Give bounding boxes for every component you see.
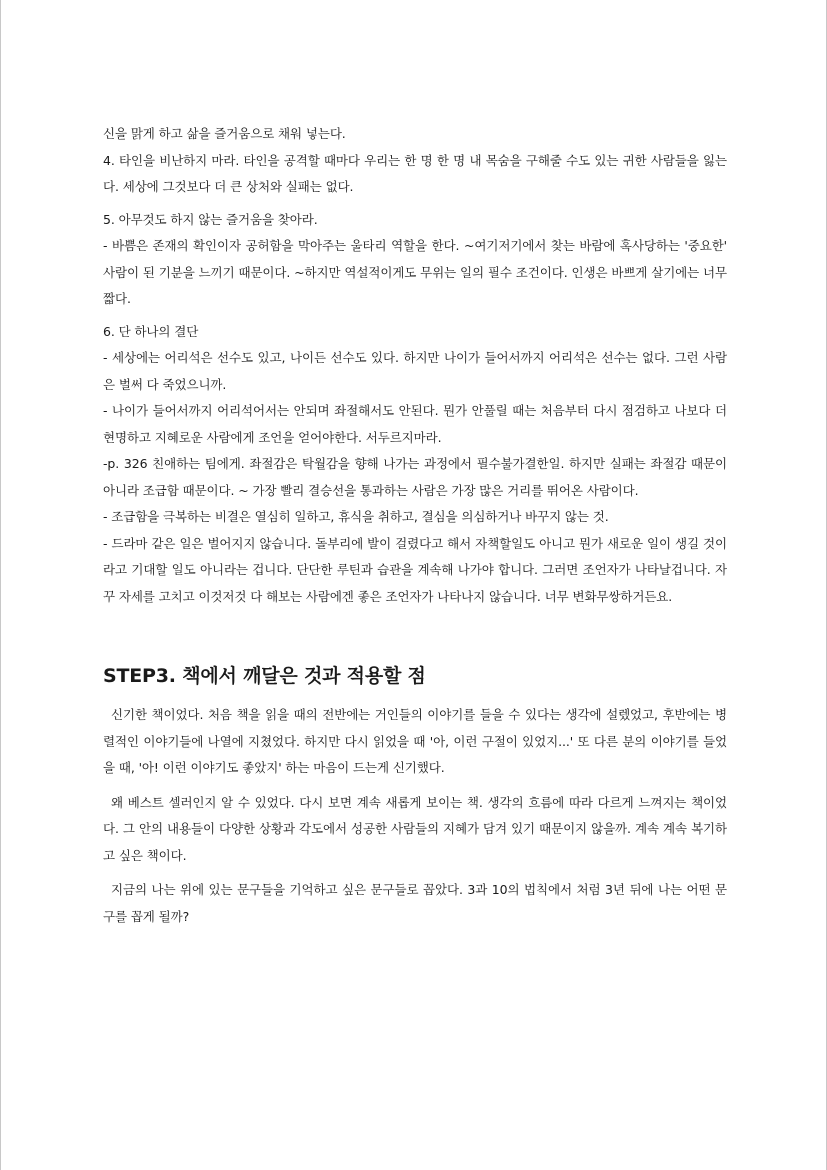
page-content — [103, 121, 727, 930]
step3-paragraph: 지금의 나는 위에 있는 문구들을 기억하고 싶은 문구들로 꼽았다. 3과 10의 법칙에서 처럼 3년 뒤에 나는 어떤 문구를 꼽게 될까? — [103, 882, 727, 924]
step3-heading: STEP3. 책에서 깨달은 것과 적용할 점 — [103, 665, 426, 687]
paragraph: 4. 타인을 비난하지 마라. 타인을 공격할 때마다 우리는 한 명 한 명 내 목숨을 구해줄 수도 있는 귀한 사람들을 잃는다. 세상에 그것보다 더 큰 상처와 실패는 없다. — [103, 152, 727, 194]
section-6-title: 6. 단 하나의 결단 — [103, 323, 199, 339]
list-item: -p. 326 친애하는 팀에게. 좌절감은 탁월감을 향해 나가는 과정에서 필수불가결한일. 하지만 실패는 좌절감 때문이 아니라 조급함 때문이다. ~ 가장 빨리 결승선을 통과하는 사람은 가장 많은 거리를 뛰어온 사람이다. — [103, 456, 727, 498]
paragraph: 신을 맑게 하고 삶을 즐거움으로 채워 넣는다. — [103, 126, 346, 141]
list-item: - 드라마 같은 일은 벌어지지 않습니다. 돌부리에 발이 걸렸다고 해서 자책할일도 아니고 뭔가 새로운 일이 생길 것이라고 기대할 일도 아니라는 겁니다. 단단한 루틴과 습관을 계속해 나가야 합니다. 그러면 조언자가 나타날겁니다. 자꾸 자세를 고치고 이것저것 다 해보는 사람에겐 좋은 조언자가 나타나지 않습니다. 너무 변화무쌍하거든요. — [103, 535, 727, 604]
list-item: - 나이가 들어서까지 어리석어서는 안되며 좌절해서도 안된다. 뭔가 안풀릴 때는 처음부터 다시 점검하고 나보다 더 현명하고 지혜로운 사람에게 조언을 얻어야한다. 서두르지마라. — [103, 403, 727, 445]
section-5-body: - 바쁨은 존재의 확인이자 공허함을 막아주는 울타리 역할을 한다. ~여기저기에서 찾는 바람에 혹사당하는 '중요한' 사람이 된 기분을 느끼기 때문이다. ~하지만 역설적이게도 무위는 일의 필수 조건이다. 인생은 바쁘게 살기에는 너무 짧다. — [103, 238, 727, 306]
section-5-title: 5. 아무것도 하지 않는 즐거움을 찾아라. — [103, 211, 318, 227]
step3-paragraph: 왜 베스트 셀러인지 알 수 있었다. 다시 보면 계속 새롭게 보이는 책. 생각의 흐름에 따라 다르게 느껴지는 책이었다. 그 안의 내용들이 다양한 상황과 각도에서 성공한 사람들의 지혜가 담겨 있기 때문이지 않을까. 계속 계속 복기하고 싶은 책이다. — [103, 794, 727, 863]
list-item: - 조급함을 극복하는 비결은 열심히 일하고, 휴식을 취하고, 결심을 의심하거나 바꾸지 않는 것. — [103, 509, 609, 524]
step3-paragraph: 신기한 책이었다. 처음 책을 읽을 때의 전반에는 거인들의 이야기를 들을 수 있다는 생각에 설렜었고, 후반에는 병렬적인 이야기들에 나열에 지쳤었다. 하지만 다시 읽었을 때 '아, 이런 구절이 있었지...' 또 다른 분의 이야기를 들었을 때, '아! 이런 이야기도 좋았지' 하는 마음이 드는게 신기했다. — [103, 707, 727, 775]
list-item: - 세상에는 어리석은 선수도 있고, 나이든 선수도 있다. 하지만 나이가 들어서까지 어리석은 선수는 없다. 그런 사람은 벌써 다 죽었으니까. — [103, 350, 727, 392]
